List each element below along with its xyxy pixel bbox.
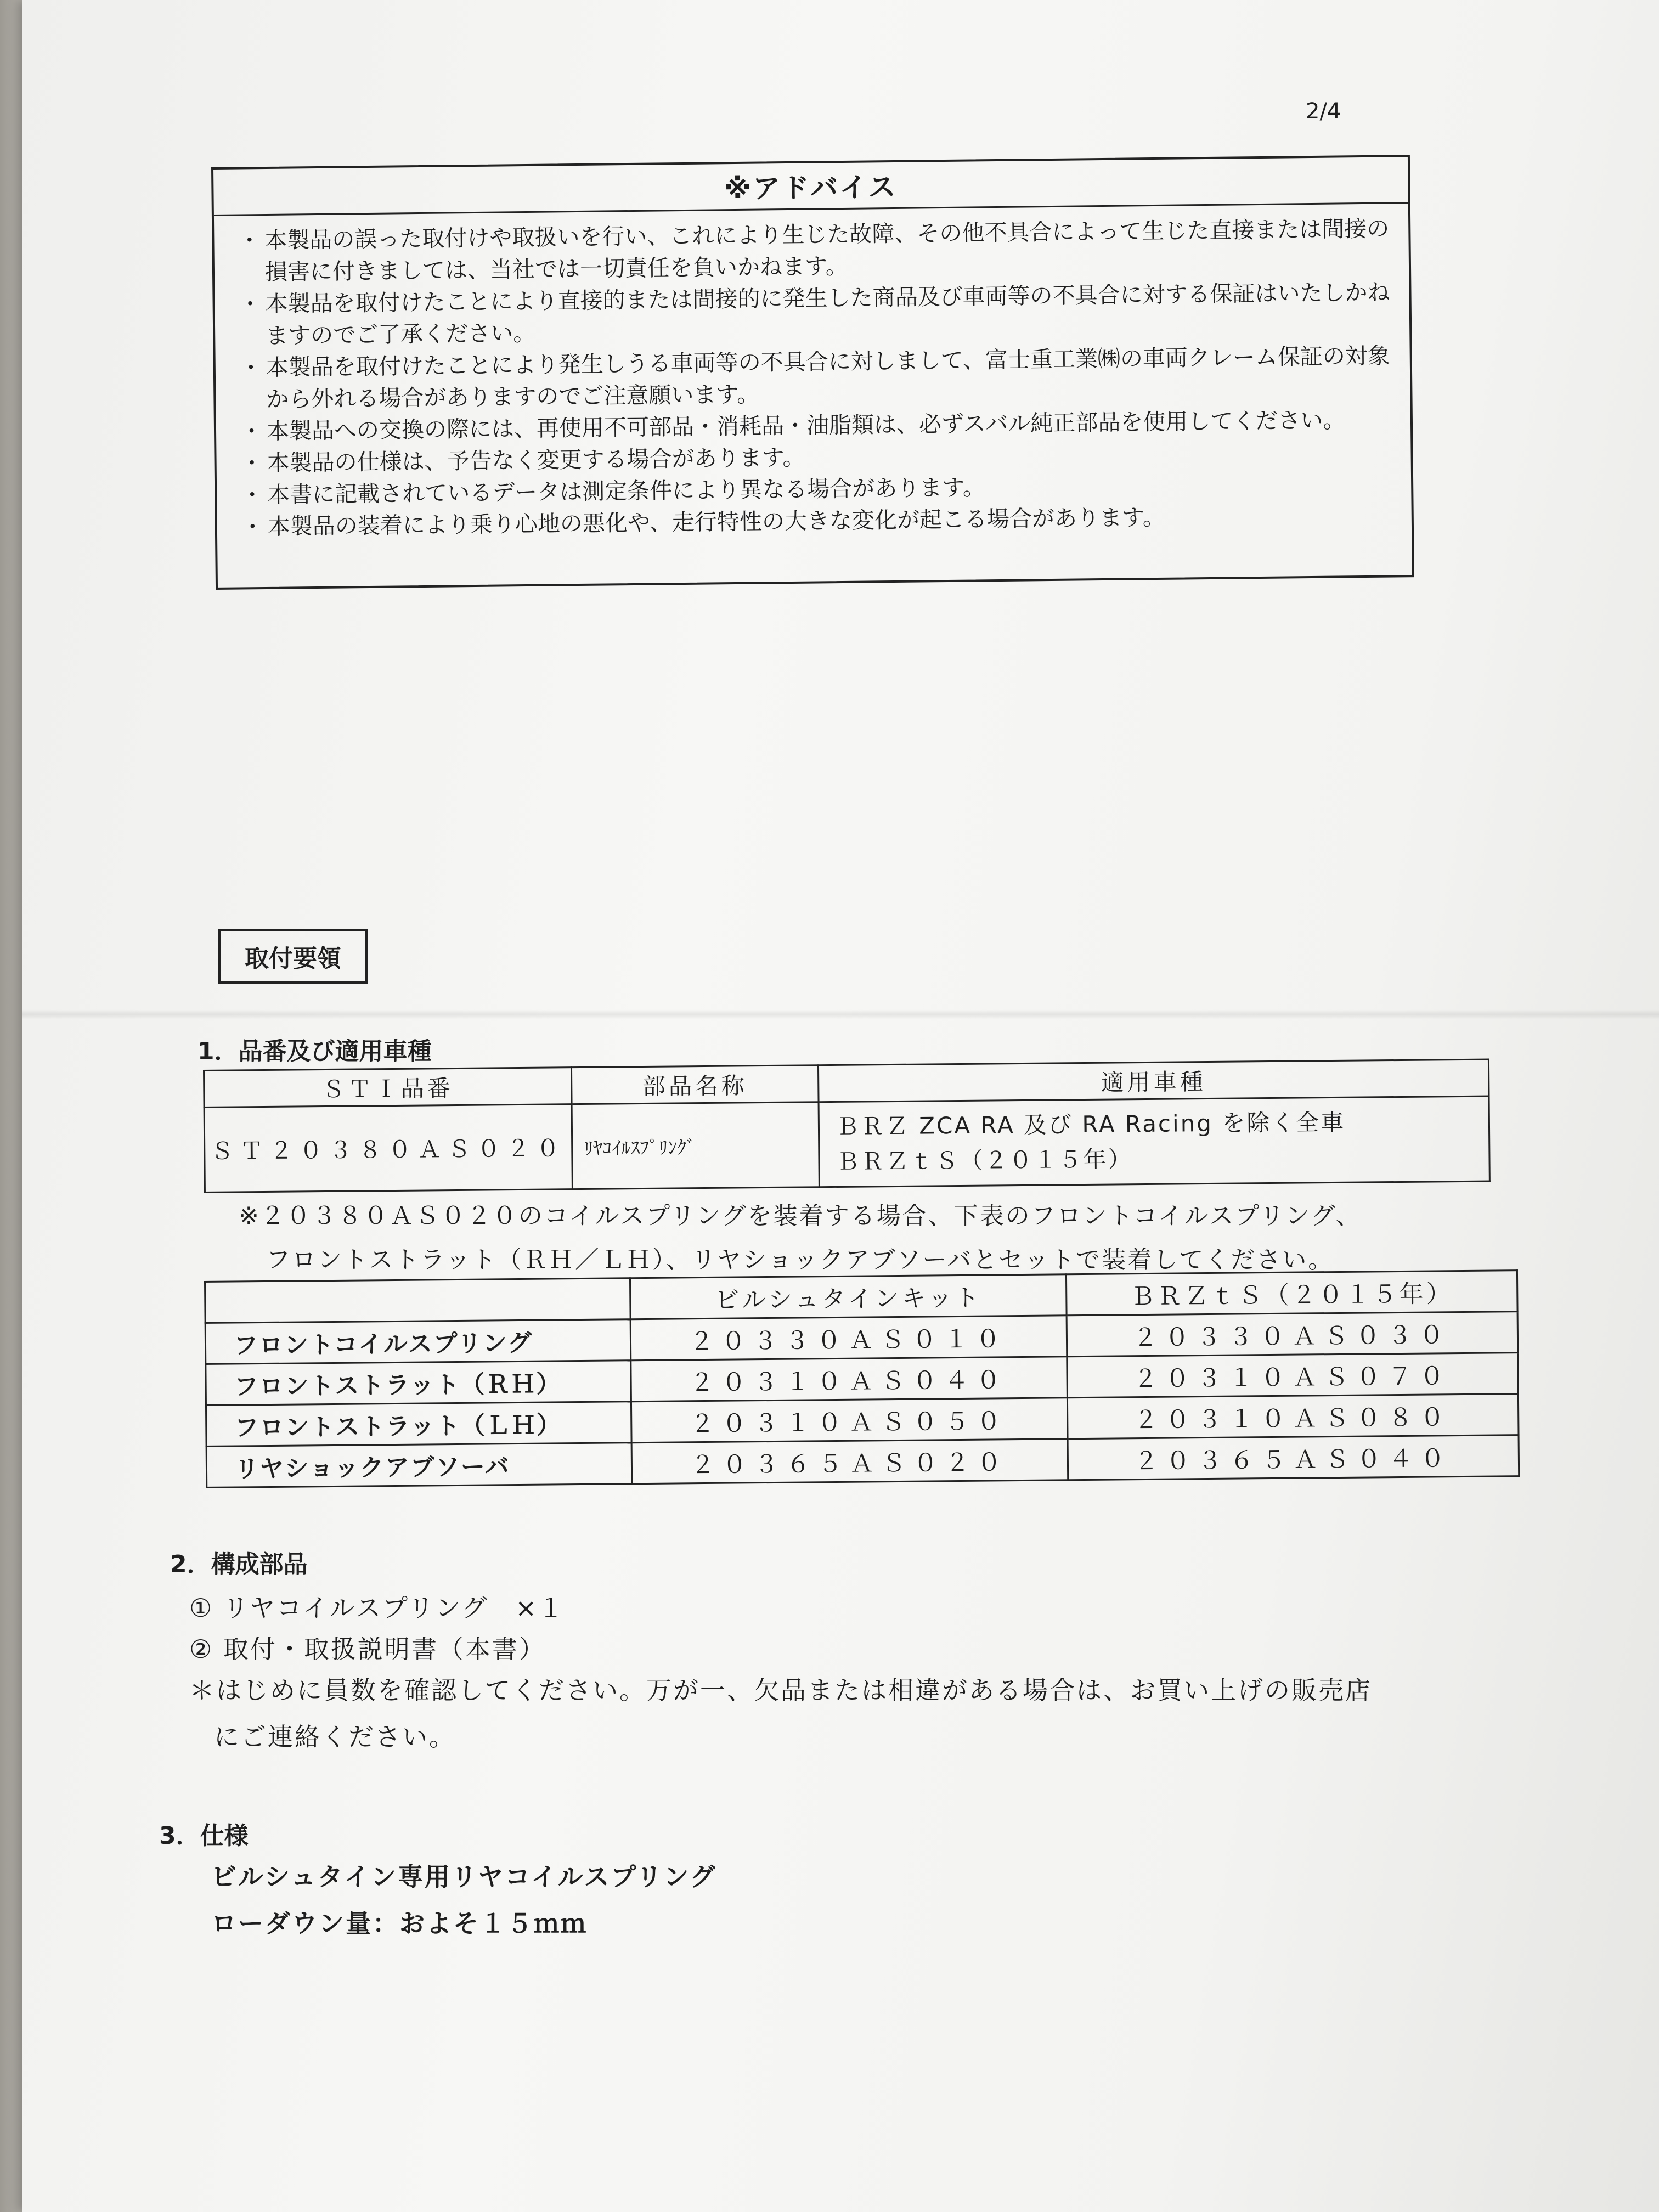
advice-item: ・ 本書に記載されているデータは測定条件により異なる場合があります。 [241, 474, 986, 509]
advice-item: ・ 本製品を取付けたことにより発生しうる車両等の不具合に対しまして、富士重工業㈱の車両クレーム保証の対象から外れる場合がありますのでご注意願います。 [239, 342, 1391, 413]
applicable-vehicles [819, 1096, 1489, 1187]
part-name: ﾘﾔｺｲﾙｽﾌﾟﾘﾝｸﾞ [572, 1102, 819, 1189]
section-1-heading: 1．品番及び適用車種 [198, 1037, 432, 1065]
kit-header-bilstein: ビルシュタインキット [630, 1274, 1066, 1319]
kit-bilstein-part: ２０３１０ＡＳ０４０ [631, 1357, 1068, 1402]
vehicle-line: ＢＲＺｔＳ（２０１５年） [836, 1146, 1133, 1175]
advice-title: ※アドバイス [213, 157, 1408, 216]
advice-box [211, 155, 1414, 590]
advice-item: ・ 本製品の装着により乗り心地の悪化や、走行特性の大きな変化が起こる場合があります。 [241, 504, 1165, 540]
spec-line: ビルシュタイン専用リヤコイルスプリング [211, 1862, 717, 1892]
kit-bilstein-part: ２０３１０ＡＳ０５０ [631, 1398, 1068, 1443]
sti-part-no: ＳＴ２０３８０ＡＳ０２０ [204, 1104, 572, 1193]
kit-brzts-part: ２０３１０ＡＳ０８０ [1067, 1394, 1519, 1439]
header-part-name: 部品名称 [571, 1065, 819, 1104]
kit-brzts-part: ２０３３０ＡＳ０３０ [1066, 1312, 1518, 1357]
advice-item: ・ 本製品の仕様は、予告なく変更する場合があります。 [240, 444, 805, 477]
kit-table [204, 1269, 1520, 1488]
advice-item: ・ 本製品への交換の際には、再使用不可部品・消耗品・油脂類は、必ずスバル純正部品を使用してください。 [240, 407, 1346, 445]
vehicle-line: ＢＲＺ ZCA RA 及び RA Racing を除く全車 [836, 1108, 1346, 1140]
component-note: ＊はじめに員数を確認してください。万が一、欠品または相違がある場合は、お買い上げの販売店 [189, 1675, 1372, 1705]
header-sti-part-no: ＳＴＩ品番 [204, 1068, 572, 1108]
kit-row-label: フロントコイルスプリング [205, 1319, 631, 1364]
advice-item: ・ 本製品を取付けたことにより直接的または間接的に発生した商品及び車両等の不具合に対する保証はいたしかねますのでご了承ください。 [239, 279, 1390, 349]
kit-row-label: フロントストラット（ＲＨ） [206, 1361, 631, 1406]
component-note: にご連絡ください。 [214, 1722, 456, 1752]
kit-bilstein-part: ２０３３０ＡＳ０１０ [630, 1316, 1067, 1361]
part-number-table [203, 1059, 1491, 1193]
kit-bilstein-part: ２０３６５ＡＳ０２０ [631, 1439, 1068, 1484]
kit-brzts-part: ２０３１０ＡＳ０７０ [1067, 1353, 1519, 1398]
kit-row-label: リヤショックアブソーバ [206, 1443, 632, 1488]
section-2-heading: 2．構成部品 [170, 1550, 308, 1578]
kit-brzts-part: ２０３６５ＡＳ０４０ [1068, 1435, 1519, 1480]
install-heading: 取付要領 [218, 929, 368, 984]
kit-header-brzts: ＢＲＺｔＳ（２０１５年） [1066, 1271, 1517, 1316]
section-3-heading: 3．仕様 [159, 1822, 249, 1850]
kit-row-label: フロントストラット（ＬＨ） [206, 1402, 631, 1447]
spec-line: ローダウン量：およそ１５ｍｍ [211, 1909, 588, 1938]
component-item: ② 取付・取扱説明書（本書） [189, 1634, 546, 1664]
kit-note-line: ※２０３８０ＡＳ０２０のコイルスプリングを装着する場合、下表のフロントコイルスプリング、 [239, 1202, 1362, 1230]
component-item: ① リヤコイルスプリング ×１ [189, 1593, 565, 1623]
page-number: 2/4 [1306, 99, 1341, 124]
advice-list [214, 204, 1412, 543]
paper-fold [22, 1009, 1659, 1019]
kit-note-line: フロントストラット（ＲＨ／ＬＨ）、リヤショックアブソーバとセットで装着してください。 [266, 1246, 1334, 1274]
header-vehicle: 適用車種 [818, 1059, 1489, 1102]
advice-item: ・ 本製品の誤った取付けや取扱いを行い、これにより生じた故障、その他不具合によって生じた直接または間接の損害に付きましては、当社では一切責任を負いかねます。 [238, 215, 1390, 285]
kit-header-blank [205, 1278, 631, 1323]
